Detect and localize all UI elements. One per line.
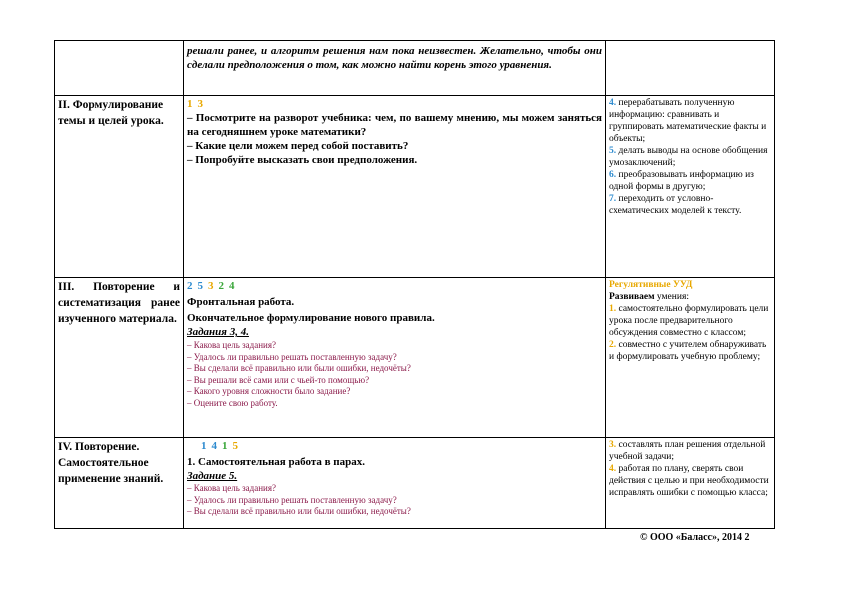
intro-text: решали ранее, и алгоритм решения нам пока неизвестен. Желательно, чтобы они сделали предположения о том, как можно найти корень этого уравнения. <box>187 45 602 71</box>
uud-item-number: 6. <box>609 170 619 180</box>
step-numbers <box>187 439 602 453</box>
uud-item-number: 1. <box>609 304 619 314</box>
uud-title: Регулятивные УУД <box>609 280 693 290</box>
list-item: – Удалось ли правильно решать поставленную задачу? <box>187 351 397 362</box>
step-number: 4 <box>229 280 235 292</box>
list-item: – Вы сделали всё правильно или были ошибки, недочёты? <box>187 506 411 516</box>
uud-item <box>609 97 771 145</box>
content-cell <box>184 278 606 438</box>
question-list <box>187 340 602 409</box>
task-label: Задания 3, 4. <box>187 326 249 338</box>
step-number: 1 <box>222 440 228 452</box>
uud-cell <box>606 278 775 438</box>
list-item: – Какого уровня сложности было задание? <box>187 386 351 396</box>
table-row <box>55 278 775 438</box>
stage-cell <box>55 438 184 529</box>
list-item: – Какова цель задания? <box>187 483 276 493</box>
uud-cell <box>606 96 775 278</box>
uud-item-number: 3. <box>609 440 619 450</box>
uud-cell <box>606 41 775 96</box>
content-cell <box>184 41 606 96</box>
table-row <box>55 96 775 278</box>
stage-cell <box>55 96 184 278</box>
section-heading: Окончательное формулирование нового правила. <box>187 312 435 324</box>
step-number: 3 <box>197 98 203 110</box>
copyright-footer: © ООО «Баласс», 2014 2 <box>640 532 750 543</box>
lesson-table <box>54 40 775 529</box>
uud-item-text: преобразовывать информацию из одной формы в другую; <box>609 170 754 192</box>
list-item: – Оцените свою работу. <box>187 397 278 408</box>
section-heading: 1. Самостоятельная работа в парах. <box>187 456 365 468</box>
step-numbers <box>187 97 602 111</box>
uud-item <box>609 303 771 339</box>
list-item: – Вы сделали всё правильно или были ошибки, недочёты? <box>187 363 411 373</box>
uud-item-text: работая по плану, сверять свои действия с целью и при необходимости исправлять ошибки с помощью класса; <box>609 464 769 498</box>
uud-item <box>609 169 771 193</box>
uud-item-number: 4. <box>609 98 619 108</box>
list-item: – Какие цели можем перед собой поставить? <box>187 140 409 152</box>
uud-item <box>609 463 771 499</box>
uud-list <box>609 303 771 363</box>
step-number: 4 <box>211 440 217 452</box>
uud-item <box>609 193 771 217</box>
list-item: – Удалось ли правильно решать поставленную задачу? <box>187 494 397 505</box>
question-list <box>187 111 602 167</box>
step-number: 2 <box>218 280 224 292</box>
stage-cell <box>55 41 184 96</box>
section-heading: Фронтальная работа. <box>187 296 295 308</box>
uud-item-text: делать выводы на основе обобщения умозаключений; <box>609 146 768 168</box>
list-item: – Какова цель задания? <box>187 340 276 350</box>
step-number: 1 <box>201 440 207 452</box>
uud-item-number: 4. <box>609 464 619 474</box>
step-numbers <box>187 279 602 293</box>
uud-item-text: переходить от условно-схематических моделей к тексту. <box>609 194 742 216</box>
list-item: – Посмотрите на разворот учебника: чем, по вашему мнению, мы можем заняться на сегодняшнем уроке математики? <box>187 112 602 138</box>
stage-title: IV. Повторение. Самостоятельное применение знаний. <box>58 441 164 485</box>
uud-cell <box>606 438 775 529</box>
uud-item-number: 2. <box>609 340 619 350</box>
content-cell <box>184 96 606 278</box>
uud-item <box>609 339 771 363</box>
list-item: – Попробуйте высказать свои предположения. <box>187 154 418 166</box>
stage-title: II. Формулирование темы и целей урока. <box>58 99 164 127</box>
uud-list <box>609 97 771 217</box>
uud-item-text: совместно с учителем обнаруживать и формулировать учебную проблему; <box>609 340 767 362</box>
uud-item <box>609 439 771 463</box>
table-row <box>55 41 775 96</box>
uud-list <box>609 439 771 499</box>
uud-subtitle: Развиваем умения: <box>609 292 689 302</box>
step-number: 5 <box>232 440 238 452</box>
content-cell <box>184 438 606 529</box>
question-list <box>187 483 602 518</box>
uud-item-number: 5. <box>609 146 619 156</box>
uud-item-text: самостоятельно формулировать цели урока после предварительного обсуждения совместно с классом; <box>609 304 769 338</box>
uud-item-number: 7. <box>609 194 619 204</box>
table-row <box>55 438 775 529</box>
uud-item-text: составлять план решения отдельной учебной задачи; <box>609 440 766 462</box>
task-label: Задание 5. <box>187 470 238 482</box>
step-number: 2 <box>187 280 193 292</box>
uud-item <box>609 145 771 169</box>
list-item: – Вы решали всё сами или с чьей-то помощью? <box>187 374 370 385</box>
step-number: 3 <box>208 280 214 292</box>
step-number: 1 <box>187 98 193 110</box>
step-number: 5 <box>197 280 203 292</box>
stage-title: III. Повторение и систематизация ранее изученного материала. <box>58 281 180 325</box>
stage-cell <box>55 278 184 438</box>
uud-item-text: перерабатывать полученную информацию: сравнивать и группировать математические факты и объекты; <box>609 98 767 144</box>
